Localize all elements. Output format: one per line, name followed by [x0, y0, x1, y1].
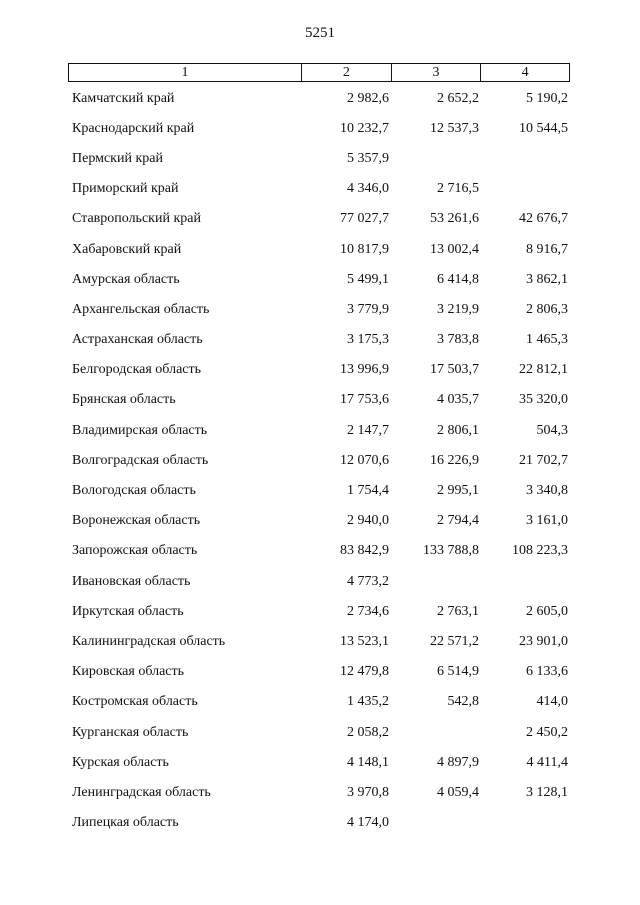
value-col-4-cell: 3 340,8 — [526, 483, 568, 499]
table-row — [68, 626, 570, 656]
table-row — [68, 355, 570, 385]
table-row — [68, 113, 570, 143]
value-col-2-cell: 83 842,9 — [340, 543, 389, 559]
column-header-4: 4 — [480, 64, 569, 81]
value-col-4-cell: 23 901,0 — [519, 633, 568, 649]
region-name-cell: Владимирская область — [72, 422, 208, 438]
value-col-2-cell: 3 779,9 — [347, 301, 389, 317]
value-col-2-cell: 10 232,7 — [340, 120, 389, 136]
table-row — [68, 475, 570, 505]
value-col-4-cell: 42 676,7 — [519, 211, 568, 227]
region-name-cell: Костромская область — [72, 694, 198, 710]
region-name-cell: Запорожская область — [72, 543, 198, 559]
value-col-2-cell: 17 753,6 — [340, 392, 389, 408]
value-col-3-cell: 3 783,8 — [437, 332, 479, 348]
value-col-4-cell: 21 702,7 — [519, 452, 568, 468]
value-col-2-cell: 12 070,6 — [340, 452, 389, 468]
value-col-2-cell: 3 175,3 — [347, 332, 389, 348]
region-name-cell: Амурская область — [72, 271, 180, 287]
value-col-3-cell: 6 414,8 — [437, 271, 479, 287]
value-col-3-cell: 12 537,3 — [430, 120, 479, 136]
region-name-cell: Камчатский край — [72, 90, 175, 106]
value-col-2-cell: 13 523,1 — [340, 633, 389, 649]
table-row — [68, 415, 570, 445]
value-col-4-cell: 504,3 — [536, 422, 568, 438]
region-name-cell: Брянская область — [72, 392, 176, 408]
region-name-cell: Курская область — [72, 754, 169, 770]
column-header-1: 1 — [181, 65, 189, 80]
value-col-2-cell: 1 754,4 — [347, 483, 389, 499]
value-col-2-cell: 4 174,0 — [347, 815, 389, 831]
value-col-4-cell: 2 450,2 — [526, 724, 568, 740]
value-col-4-cell: 108 223,3 — [512, 543, 568, 559]
value-col-4-cell: 3 161,0 — [526, 513, 568, 529]
table-row — [68, 717, 570, 747]
value-col-3-cell: 53 261,6 — [430, 211, 479, 227]
region-name-cell: Хабаровский край — [72, 241, 182, 257]
table-row — [68, 325, 570, 355]
table-row — [68, 536, 570, 566]
region-name-cell: Ставропольский край — [72, 211, 201, 227]
value-col-3-cell: 4 059,4 — [437, 784, 479, 800]
table-row — [68, 234, 570, 264]
value-col-3-cell: 2 652,2 — [437, 90, 479, 106]
value-col-3-cell: 4 035,7 — [437, 392, 479, 408]
table-row — [68, 445, 570, 475]
table-row — [68, 747, 570, 777]
value-col-4-cell: 3 128,1 — [526, 784, 568, 800]
value-col-3-cell: 22 571,2 — [430, 633, 479, 649]
value-col-4-cell: 414,0 — [536, 694, 568, 710]
value-col-3-cell: 13 002,4 — [430, 241, 479, 257]
table-row — [68, 596, 570, 626]
value-col-2-cell: 4 148,1 — [347, 754, 389, 770]
value-col-2-cell: 2 940,0 — [347, 513, 389, 529]
value-col-4-cell: 10 544,5 — [519, 120, 568, 136]
column-header-3: 3 — [391, 64, 481, 81]
value-col-4-cell: 6 133,6 — [526, 664, 568, 680]
value-col-3-cell: 2 763,1 — [437, 603, 479, 619]
value-col-2-cell: 2 982,6 — [347, 90, 389, 106]
table-row — [68, 506, 570, 536]
value-col-2-cell: 10 817,9 — [340, 241, 389, 257]
table-row — [68, 264, 570, 294]
value-col-4-cell: 22 812,1 — [519, 362, 568, 378]
value-col-4-cell: 1 465,3 — [526, 332, 568, 348]
table-row — [68, 777, 570, 807]
region-name-cell: Иркутская область — [72, 603, 184, 619]
region-name-cell: Пермский край — [72, 150, 163, 166]
table-row — [68, 204, 570, 234]
value-col-3-cell: 6 514,9 — [437, 664, 479, 680]
value-col-3-cell: 542,8 — [447, 694, 479, 710]
region-name-cell: Архангельская область — [72, 301, 210, 317]
table-row — [68, 294, 570, 324]
region-name-cell: Приморский край — [72, 181, 179, 197]
region-name-cell: Волгоградская область — [72, 452, 209, 468]
value-col-3-cell: 4 897,9 — [437, 754, 479, 770]
table-row — [68, 174, 570, 204]
table-body — [68, 83, 570, 838]
table-header — [68, 63, 570, 82]
value-col-4-cell: 35 320,0 — [519, 392, 568, 408]
value-col-4-cell: 8 916,7 — [526, 241, 568, 257]
region-name-cell: Вологодская область — [72, 483, 196, 499]
region-name-cell: Воронежская область — [72, 513, 201, 529]
value-col-2-cell: 2 147,7 — [347, 422, 389, 438]
value-col-2-cell: 2 058,2 — [347, 724, 389, 740]
value-col-2-cell: 5 357,9 — [347, 150, 389, 166]
table-row — [68, 83, 570, 113]
column-header-2: 2 — [301, 64, 391, 81]
value-col-2-cell: 3 970,8 — [347, 784, 389, 800]
value-col-2-cell: 1 435,2 — [347, 694, 389, 710]
value-col-2-cell: 4 346,0 — [347, 181, 389, 197]
table-row — [68, 143, 570, 173]
value-col-2-cell: 5 499,1 — [347, 271, 389, 287]
value-col-3-cell: 2 794,4 — [437, 513, 479, 529]
value-col-3-cell: 2 806,1 — [437, 422, 479, 438]
value-col-4-cell: 5 190,2 — [526, 90, 568, 106]
value-col-2-cell: 77 027,7 — [340, 211, 389, 227]
region-name-cell: Белгородская область — [72, 362, 202, 378]
region-name-cell: Калининградская область — [72, 633, 226, 649]
value-col-2-cell: 13 996,9 — [340, 362, 389, 378]
region-name-cell: Астраханская область — [72, 332, 203, 348]
value-col-4-cell: 2 806,3 — [526, 301, 568, 317]
table-row — [68, 566, 570, 596]
value-col-3-cell: 133 788,8 — [423, 543, 479, 559]
table-row — [68, 808, 570, 838]
value-col-3-cell: 17 503,7 — [430, 362, 479, 378]
page-number: 5251 — [305, 25, 335, 41]
value-col-3-cell: 2 716,5 — [437, 181, 479, 197]
value-col-2-cell: 12 479,8 — [340, 664, 389, 680]
value-col-4-cell: 2 605,0 — [526, 603, 568, 619]
region-name-cell: Краснодарский край — [72, 120, 195, 136]
value-col-4-cell: 3 862,1 — [526, 271, 568, 287]
table-row — [68, 687, 570, 717]
region-name-cell: Ивановская область — [72, 573, 191, 589]
region-name-cell: Кировская область — [72, 664, 185, 680]
region-name-cell: Курганская область — [72, 724, 189, 740]
region-name-cell: Ленинградская область — [72, 784, 211, 800]
value-col-3-cell: 16 226,9 — [430, 452, 479, 468]
region-name-cell: Липецкая область — [72, 815, 179, 831]
value-col-2-cell: 2 734,6 — [347, 603, 389, 619]
table-row — [68, 385, 570, 415]
value-col-4-cell: 4 411,4 — [526, 754, 568, 770]
value-col-2-cell: 4 773,2 — [347, 573, 389, 589]
value-col-3-cell: 3 219,9 — [437, 301, 479, 317]
value-col-3-cell: 2 995,1 — [437, 483, 479, 499]
table-row — [68, 657, 570, 687]
